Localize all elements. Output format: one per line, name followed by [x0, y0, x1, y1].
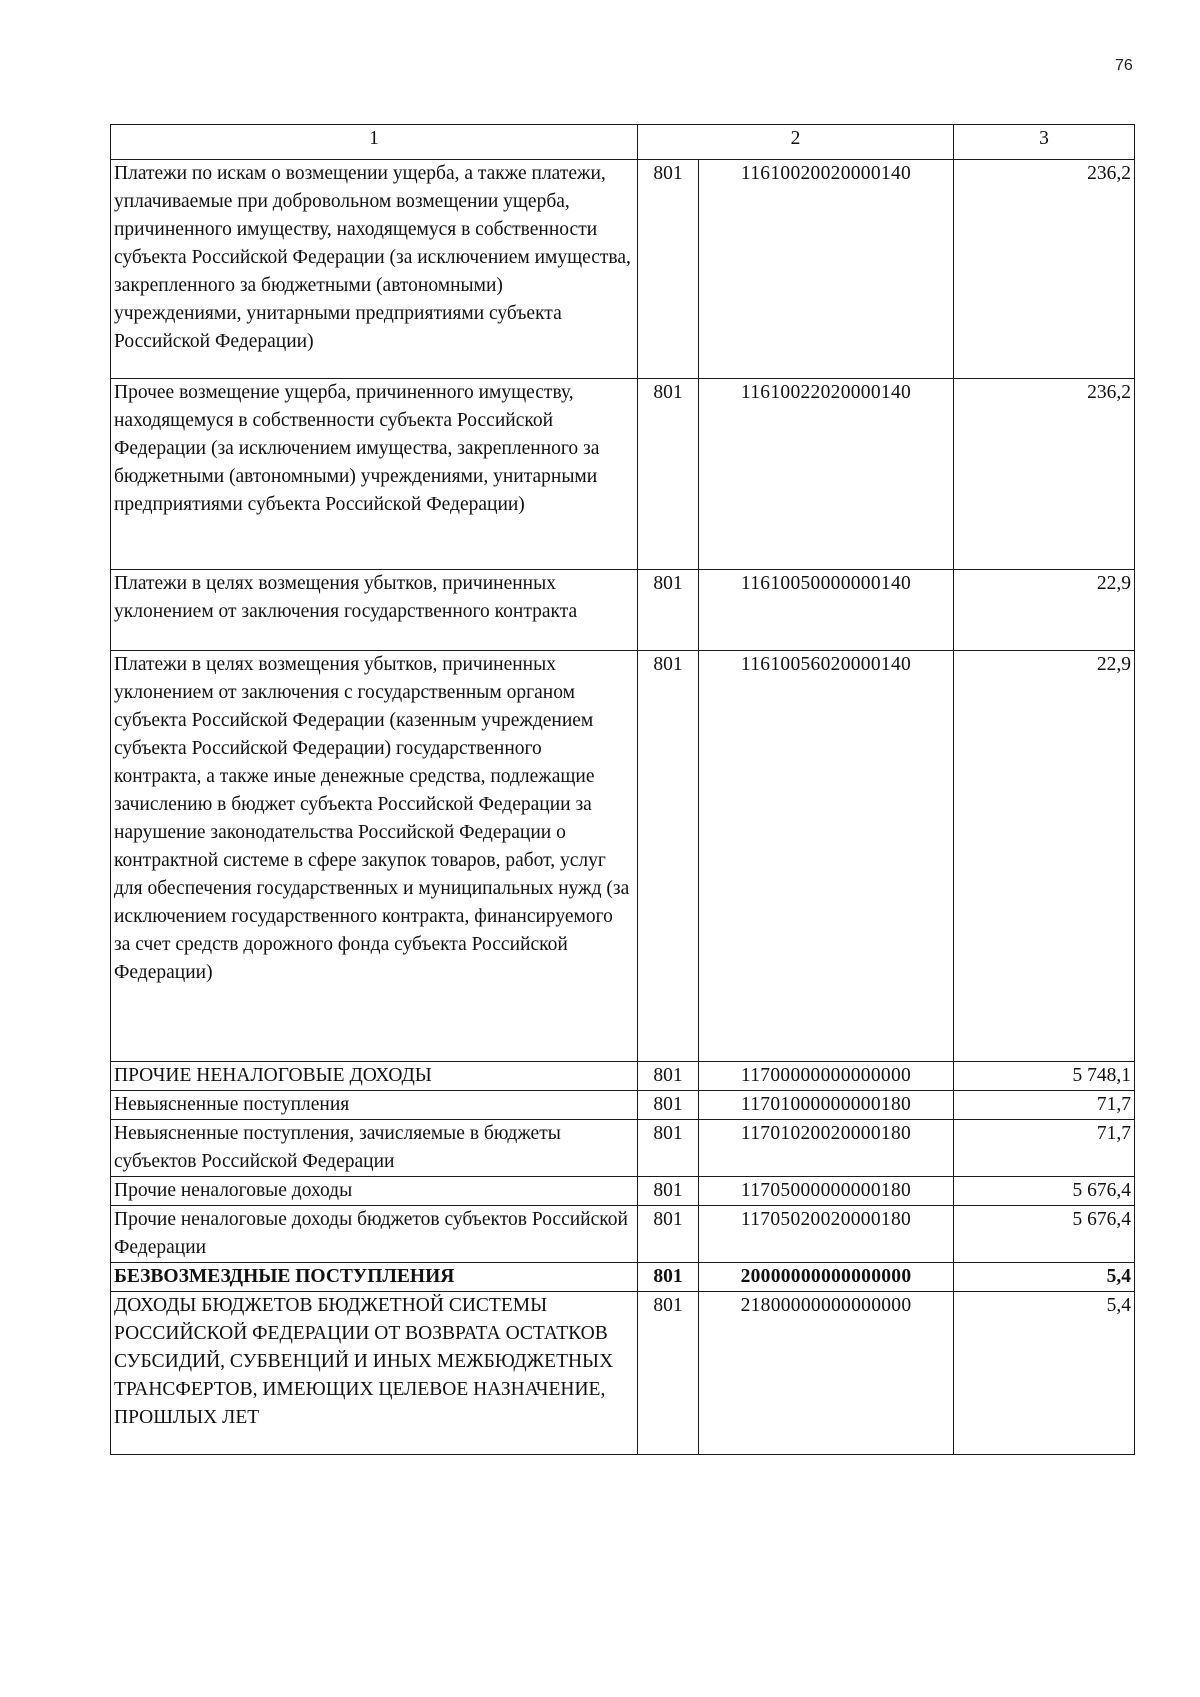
row-amount: 5 676,4 — [954, 1206, 1135, 1263]
table-row — [111, 1263, 1135, 1292]
row-admin-code: 801 — [638, 1206, 699, 1263]
table-row — [111, 379, 1135, 570]
table-row — [111, 1062, 1135, 1091]
table-row — [111, 651, 1135, 1062]
row-admin-code: 801 — [638, 1062, 699, 1091]
table-row — [111, 1120, 1135, 1177]
column-header-2: 2 — [638, 125, 954, 160]
row-admin-code: 801 — [638, 1091, 699, 1120]
row-admin-code: 801 — [638, 379, 699, 570]
row-name: ДОХОДЫ БЮДЖЕТОВ БЮДЖЕТНОЙ СИСТЕМЫ РОССИЙСКОЙ ФЕДЕРАЦИИ ОТ ВОЗВРАТА ОСТАТКОВ СУБСИДИЙ, СУБВЕНЦИЙ И ИНЫХ МЕЖБЮДЖЕТНЫХ ТРАНСФЕРТОВ, ИМЕЮЩИХ ЦЕЛЕВОЕ НАЗНАЧЕНИЕ, ПРОШЛЫХ ЛЕТ — [111, 1292, 638, 1455]
row-budget-code: 11701020020000180 — [699, 1120, 954, 1177]
row-budget-code: 11705000000000180 — [699, 1177, 954, 1206]
row-amount: 5 748,1 — [954, 1062, 1135, 1091]
column-header-1: 1 — [111, 125, 638, 160]
table-row — [111, 570, 1135, 651]
row-name: Платежи в целях возмещения убытков, причиненных уклонением от заключения государственного контракта — [111, 570, 638, 651]
page-number: 76 — [1115, 57, 1133, 74]
row-amount: 5,4 — [954, 1292, 1135, 1455]
row-name: Прочие неналоговые доходы — [111, 1177, 638, 1206]
row-admin-code: 801 — [638, 1263, 699, 1292]
row-admin-code: 801 — [638, 570, 699, 651]
row-name: Платежи в целях возмещения убытков, причиненных уклонением от заключения с государственным органом субъекта Российской Федерации (казенным учреждением субъекта Российской Федерации) государственного контракта, а также иные денежные средства, подлежащие зачислению в бюджет субъекта Российской Федерации за нарушение законодательства Российской Федерации о контрактной системе в сфере закупок товаров, работ, услуг для обеспечения государственных и муниципальных нужд (за исключением государственного контракта, финансируемого за счет средств дорожного фонда субъекта Российской Федерации) — [111, 651, 638, 1062]
row-name: ПРОЧИЕ НЕНАЛОГОВЫЕ ДОХОДЫ — [111, 1062, 638, 1091]
revenue-table — [110, 124, 1135, 1455]
row-budget-code: 11610020020000140 — [699, 160, 954, 379]
row-budget-code: 11610022020000140 — [699, 379, 954, 570]
row-budget-code: 20000000000000000 — [699, 1263, 954, 1292]
row-amount: 71,7 — [954, 1091, 1135, 1120]
row-name: Невыясненные поступления — [111, 1091, 638, 1120]
table-row — [111, 1177, 1135, 1206]
row-amount: 236,2 — [954, 160, 1135, 379]
row-admin-code: 801 — [638, 1177, 699, 1206]
table-row — [111, 1292, 1135, 1455]
row-name: Платежи по искам о возмещении ущерба, а также платежи, уплачиваемые при добровольном возмещении ущерба, причиненного имуществу, находящемуся в собственности субъекта Российской Федерации (за исключением имущества, закрепленного за бюджетными (автономными) учреждениями, унитарными предприятиями субъекта Российской Федерации) — [111, 160, 638, 379]
row-amount: 22,9 — [954, 651, 1135, 1062]
row-name: БЕЗВОЗМЕЗДНЫЕ ПОСТУПЛЕНИЯ — [111, 1263, 638, 1292]
row-amount: 5 676,4 — [954, 1177, 1135, 1206]
row-admin-code: 801 — [638, 651, 699, 1062]
row-budget-code: 11701000000000180 — [699, 1091, 954, 1120]
row-admin-code: 801 — [638, 1292, 699, 1455]
row-admin-code: 801 — [638, 160, 699, 379]
row-budget-code: 11700000000000000 — [699, 1062, 954, 1091]
column-header-3: 3 — [954, 125, 1135, 160]
row-budget-code: 11705020020000180 — [699, 1206, 954, 1263]
row-admin-code: 801 — [638, 1120, 699, 1177]
row-budget-code: 11610050000000140 — [699, 570, 954, 651]
table-row — [111, 1091, 1135, 1120]
row-amount: 5,4 — [954, 1263, 1135, 1292]
table-row — [111, 1206, 1135, 1263]
row-amount: 71,7 — [954, 1120, 1135, 1177]
table-header-row — [111, 125, 1135, 160]
row-budget-code: 21800000000000000 — [699, 1292, 954, 1455]
table-row — [111, 160, 1135, 379]
row-name: Прочие неналоговые доходы бюджетов субъектов Российской Федерации — [111, 1206, 638, 1263]
row-amount: 236,2 — [954, 379, 1135, 570]
row-name: Прочее возмещение ущерба, причиненного имуществу, находящемуся в собственности субъекта Российской Федерации (за исключением имущества, закрепленного за бюджетными (автономными) учреждениями, унитарными предприятиями субъекта Российской Федерации) — [111, 379, 638, 570]
row-amount: 22,9 — [954, 570, 1135, 651]
row-name: Невыясненные поступления, зачисляемые в бюджеты субъектов Российской Федерации — [111, 1120, 638, 1177]
row-budget-code: 11610056020000140 — [699, 651, 954, 1062]
